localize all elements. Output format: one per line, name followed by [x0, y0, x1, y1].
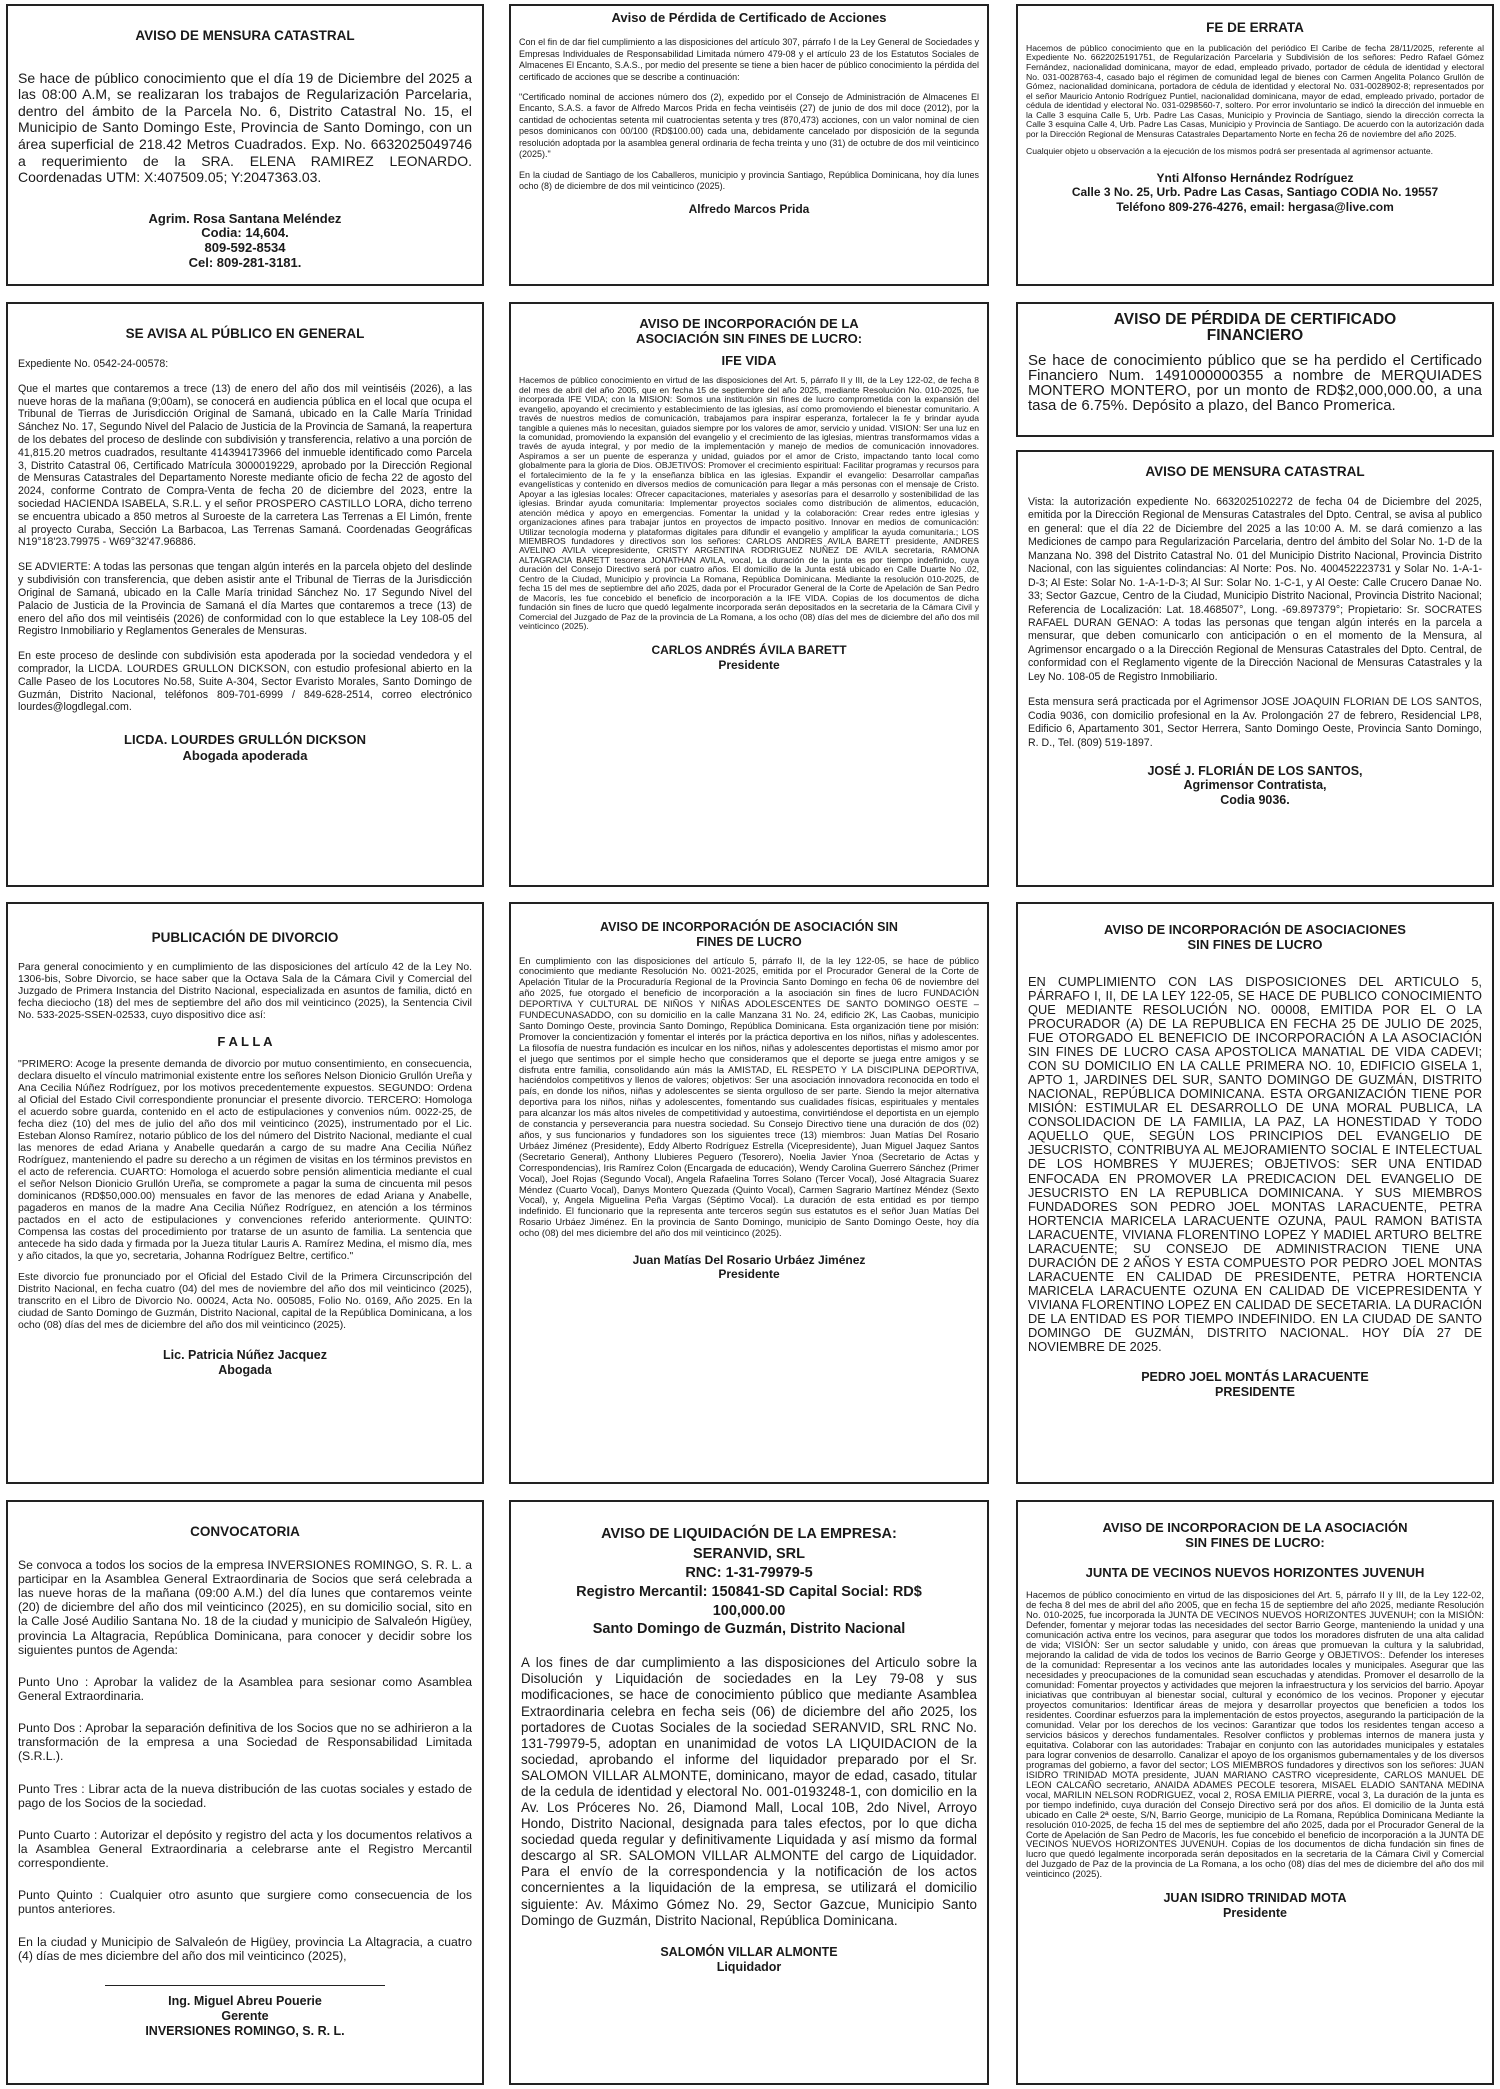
notice-signature: SALOMÓN VILLAR ALMONTE Liquidador: [660, 1944, 838, 1974]
notice-title: AVISO DE INCORPORACION DE LA ASOCIACIÓN SIN FINES DE LUCRO:: [1102, 1520, 1408, 1551]
notice-body: A los fines de dar cumplimiento a las disposiciones del Articulo sobre la Disolución y Liquidación de sociedades en la Ley 79-08 y sus modificaciones, se hace de conocimiento público que mediante Asamblea Extraordinaria celebra en fecha seis (06) de diciembre del año 2025, los portadores de Cuotas Sociales de la sociedad SERANVID, SRL RNC No. 131-79979-5, adoptan en unanimidad de votos LA LIQUIDACION de la sociedad, aprobando el informe del liquidador preparado por el Sr. SALOMON VILLAR ALMONTE, dominicano, mayor de edad, casado, titular de la cedula de identidad y electoral No. 001-0193248-1, con domicilio en la Av. Los Próceres No. 26, Diamond Mall, Local 10B, 2do Nivel, Arroyo Hondo, Distrito Nacional, designada para tales efectos, por lo que dicha sociedad queda regular y definitivamente Liquidada y así mismo da formal descargo al SR. SALOMON VILLAR ALMONTE del cargo de Liquidador. Para el envío de la correspondencia y la notificación de los actos concernientes a la liquidación de la empresa, se utilizará el domicilio siguiente: Av. Máximo Gómez No. 29, Sector Gazcue, Municipio Santo Domingo de Guzmán, Distrito Nacional, República Dominicana.: [521, 1655, 977, 1928]
notice-closing: En la ciudad y Municipio de Salvaleón de Higüey, provincia La Altagracia, a cuatro (4) días de mes diciembre del año dos mil veinticinco (2025),: [18, 1934, 472, 1963]
notice-signature: PEDRO JOEL MONTÁS LARACUENTE PRESIDENTE: [1141, 1370, 1369, 1400]
notice-title: AVISO DE INCORPORACIÓN DE ASOCIACIÓN SIN FINES DE LUCRO: [600, 920, 898, 949]
notice-body: Con el fin de dar fiel cumplimiento a las disposiciones del artículo 307, párrafo I de la Ley General de Sociedades y Empresas Individuales de Responsabilidad Limitada número 479-08 y el artículo 23 de los Estatutos Sociales de Almacenes El Encanto, S.A.S., por medio del presente se tiene a bien hacer de público conocimiento la pérdida del certificado de acciones que se describe a continuación:: [519, 37, 979, 82]
agenda-point: Punto Uno : Aprobar la validez de la Asamblea para sesionar como Asamblea General Extraordinaria.: [18, 1674, 472, 1704]
notice-fundeconasaddo: [509, 902, 989, 1484]
notice-signature: Juan Matías Del Rosario Urbáez Jiménez Presidente: [632, 1253, 866, 1282]
notice-body: Hacemos de público conocimiento en virtud de las disposiciones del Art. 5, párrafo II y III, de la Ley 122-02, de fecha 8 del mes de abril del año 2005, que en fecha 15 de septiembre del año 2025, mediante Resolución No. 010-2025, fue incorporada la JUNTA DE VECINOS NUEVOS HORIZONTES JUVENUH; con la MISIÓN: Defender, fomentar y mejorar todas las necesidades del sector Barrio George, manteniendo la unidad y una comunicación activa entre los vecinos, para asegurar que todos los moradores disfruten de una alta calidad de vida; VISIÓN: Ser un sector saludable y unido, con áreas que promuevan la cultura y la salubridad, mejorando la calidad de vida de todos los vecinos de Barrio George y OBJETIVOS:. Defender los intereses de la comunidad: Representar a los vecinos ante las autoridades locales y municipales. Asegurar que las necesidades y preocupaciones de la comunidad sean escuchadas y atendidas. Promover el desarrollo de la comunidad: Fomentar proyectos y actividades que mejoren la infraestructura y los servicios del barrio. Apoyar iniciativas que contribuyan al bienestar social, cultural y económico de los vecinos. Proponer y ejecutar proyectos comunitarios: Identificar áreas de mejora y desarrollar proyectos que beneficien a todos los residentes. Coordinar esfuerzos para la implementación de estos proyectos, asegurando la participación de la comunidad. Velar por los derechos de los vecinos: Garantizar que todos los residentes tengan acceso a servicios básicos y derechos fundamentales. Resolver conflictos y problemas internos de manera justa y equitativa. Colaborar con las autoridades: Trabajar en conjunto con las autoridades municipales y estatales para lograr convenios de desarrollo. Canalizar el apoyo de los organismos gubernamentales y de los diversos programas del gobierno, a favor del sector; LOS MIEMBROS fundadores y directivos son los señores: JUAN ISIDRO TRINIDAD MOTA presidente, JUAN MARIANO CASTRO vicepresidente, CARLOS MANUEL DE LEON CALCAÑO secretario, ANAIDA ADAMES PECOLE tesorera, MISAEL ELADIO SANTANA MEDINA vocal, MARILIN NELSON RODRIGUEZ, vocal 2, ROSA EMILIA PIERRE, vocal 3, La duración de la junta es por tiempo indefinido, cuya duración del Consejo Directivo será por dos años. El domicilio de la Junta está ubicado en Calle 2ª oeste, S/N, Barrio George, municipio de La Romana, República Dominicana Mediante la resolución 010-2025, de fecha 15 del mes de septiembre del año 2025, dada por el Procurador General de la Corte de Apelación de San Pedro de Macorís, les fue concebido el beneficio de incorporación a la JUNTA DE VECINOS NUEVOS HORIZONTES JUVENUH. Copias de los documentos de dicha fundación sin fines de lucro que quedó legalmente incorporada serán depositados en la secretaria de la Cámara Civil y Comercial del Juzgado de Paz de la provincia de La Romana, a los ocho (08) días del mes de diciembre del año dos mil veinticinco (2025).: [1026, 1589, 1484, 1880]
notice-mensura-catastral-2: [1016, 450, 1494, 887]
notice-body: Este divorcio fue pronunciado por el Oficial del Estado Civil de la Primera Circunscripción del Distrito Nacional, en fecha cuatro (04) del mes de noviembre del año dos mil veinticinco (2025), transcrito en el Libro de Divorcio No. 00024, Acta No. 005085, Folio No. 0169, Año 2025. En la ciudad de Santo Domingo de Guzmán, Distrito Nacional, capital de la República Dominicana, a los ocho (08) días del mes de diciembre del año dos mil veinticinco (2025).: [18, 1272, 472, 1332]
notice-body: En este proceso de deslinde con subdivisión esta apoderada por la sociedad vendedora y el comprador, la LICDA. LOURDES GRULLON DICKSON, con estudio profesional abierto en la Calle Paseo de los Locutores No.58, Suite A-304, Sector Evaristo Morales, Santo Domingo de Guzmán, Distrito Nacional, teléfonos 809-701-6999 / 849-628-2514, correo electrónico lourdes@logdlegal.com.: [18, 650, 472, 714]
notice-body: Se hace de público conocimiento que el día 19 de Diciembre del 2025 a las 08:00 A.M, se realizaran los trabajos de Regularización Parcelaria, dentro del ámbito de la Parcela No. 6, Distrito Catastral No. 15, el Municipio de Santo Domingo Este, Provincia de Santo Domingo, con un área superficial de 218.42 Metros Cuadrados. Exp. No. 6632025049746 a requerimiento de la SRA. ELENA RAMIREZ LEONARDO. Coordenadas UTM: X:407509.05; Y:2047363.03.: [18, 69, 472, 186]
notice-title: AVISO DE INCORPORACIÓN DE LA ASOCIACIÓN SIN FINES DE LUCRO:: [635, 316, 863, 347]
notice-signature: LICDA. LOURDES GRULLÓN DICKSON Abogada apoderada: [124, 732, 366, 763]
notice-body: Hacemos de público conocimiento que en la publicación del periódico El Caribe de fecha 28/11/2025, referente al Expediente No. 6622025191751, de Regularización Parcelaria y Subdivisión de los señores: Pedro Rafael Gómez Fernández, nacionalidad dominicana, mayor de edad, empleado privado, portador de cédula de identidad y electoral No. 031-0028763-4, casado bajo el régimen de comunidad legal de bienes con Carmen Angelita Polanco Grullón de Gómez, nacionalidad dominicana, portadora de cédula de identidad y electoral No. 031-0028902-8; representados por el señor Mauricio Antonio Rodríguez Puntiel, nacionalidad dominicana, mayor de edad, empleado privado, portador de cédula de identidad y electoral No. 031-0298560-7, soltero. Por error involuntario se indicó la dirección del inmueble en la Calle 3 esquina Calle 5, Urb. Padre Las Casas, Municipio y Provincia de Santiago, siendo la dirección correcta la Calle 3 esquina Calle 4, Urb. Padre Las Casas, Municipio y Provincia de Santiago. De acuerdo con la autorización dada por la Dirección Regional de Mensuras Catastrales Departamento Norte en fecha 26 de noviembre del año 2025.: [1026, 42, 1484, 139]
notice-title: AVISO DE MENSURA CATASTRAL: [135, 28, 355, 43]
notice-signature: JOSÉ J. FLORIÁN DE LOS SANTOS, Agrimensor Contratista, Codia 9036.: [1147, 764, 1363, 807]
agenda-point: Punto Tres : Librar acta de la nueva distribución de las cuotas sociales y estado de pago de los Socios de la sociedad.: [18, 1781, 472, 1810]
notice-perdida-certificado-financiero: [1016, 302, 1494, 437]
notice-signature: Ynti Alfonso Hernández Rodríguez Calle 3 No. 25, Urb. Padre Las Casas, Santiago CODIA No. 19557 Teléfono 809-276-4276, email: hergasa@live.com: [1071, 170, 1439, 215]
agenda-point: Punto Quinto : Cualquier otro asunto que surgiere como consecuencia de los puntos anteriores.: [18, 1888, 472, 1917]
notice-falla: F A L L A: [217, 1033, 273, 1049]
notice-body: Para general conocimiento y en cumplimiento de las disposiciones del artículo 42 de la Ley No. 1306-bis, Sobre Divorcio, se hace saber que la Octava Sala de la Cámara Civil y Comercial del Juzgado de Primera Instancia del Distrito Nacional, especializada en asuntos de familia, dictó en fecha dieciocho (18) del mes de septiembre del año dos mil veinticinco (2025), la Sentencia Civil No. 533-2025-SSEN-02533, cuyo dispositivo dice así:: [18, 961, 472, 1021]
notice-body: Que el martes que contaremos a trece (13) de enero del año dos mil veintiséis (2026), a las nueve horas de la mañana (9;00am), se conocerá en audiencia pública en el local que ocupa el Tribunal de Tierras de Jurisdicción Original de Samaná, ubicado en la Calle María Trinidad Sánchez No. 17, Segundo Nivel del Palacio de Justicia de la Provincia de Samaná, la reapertura de los debates del proceso de deslinde con subdivisión y transferencia, relativo a una porción de 41,815.20 metros cuadrados, resultante 414394173966 del inmueble identificado como Parcela 3, Distrito Catastral 06, Certificado Matrícula 3000019229, aprobado por la Dirección Regional de Mensuras Catastrales del Departamento Noreste mediante oficio de fecha 22 de agosto del 2024, conforme Contrato de Compra-Venta de fecha 20 de diciembre del 2023, entre la sociedad HACIENDA ISABELA, S.R.L. y el señor PROSPERO CASTILLO LORA, dicho terreno se encuentra ubicado a 850 metros al Suroeste de la carretera Las Terrenas a El Limón, frente al proyecto Curaba, Sección La Barbacoa, Las Terrenas Samaná. Coordenadas Geográficas N19°18'23.79975 - W69°32'47.96886.: [18, 382, 472, 549]
notice-title: FE DE ERRATA: [1206, 20, 1304, 35]
notice-title: Aviso de Pérdida de Certificado de Acciones: [611, 10, 887, 25]
notice-expediente: Expediente No. 0542-24-00578:: [18, 357, 169, 370]
notice-signature: CARLOS ANDRÉS ÁVILA BARETT Presidente: [651, 643, 847, 672]
notice-signature: Ing. Miguel Abreu Pouerie Gerente INVERSIONES ROMINGO, S. R. L.: [145, 1993, 345, 2038]
notice-subtitle: JUNTA DE VECINOS NUEVOS HORIZONTES JUVENUH: [1085, 1564, 1425, 1580]
notice-body: En cumplimiento con las disposiciones del artículo 5, párrafo II, de la ley 122-05, se hace de público conocimiento que mediante Resolución No. 0021-2025, emitida por el Procurador General de la Corte de Apelación Titular de la Procuraduría Regional de la Provincia Santo Domingo en fecha 06 de noviembre del año 2025, fue otorgado el beneficio de incorporación a la asociación sin fines de lucro FUNDACIÓN DEPORTIVA Y CULTURAL DE NIÑOS Y NIÑAS ADOLESCENTES DE SANTO DOMINGO OESTE – FUNDECUNASADDO, con su domicilio en la calle Manzana 31 No. 24, edificio 2K, Las Caobas, municipio Santo Domingo Oeste, provincia Santo Domingo, República Dominicana. Esta organización tiene por misión: Promover la concientización y fomentar el interés por la práctica deportiva en los niños, niñas y adolescentes. La filosofía de nuestra fundación es inculcar en los niños, niñas y adolescentes deportistas el mismo amor por el juego que sentimos por el simple hecho que consideramos que el deporte se juega entre amigos y se disfruta entre familia, consolidando aún más la AMISTAD, EL RESPETO Y LA DISCIPLINA DEPORTIVA, haciéndolos competitivos y llenos de valores; objetivos: Ser una asociación innovadora reconocida en todo el país, en donde los niños, niñas y adolescentes se sienta orgulloso de ser parte. Siendo la mejor alternativa deportiva para los niños, niñas y adolescentes, fomentando sus cualidades físicas, espirituales y mentales para alcanzar los más altos niveles de competitividad y autoestima, convirtiéndose el deportista en un ejemplo de constancia y perseverancia para nuestra sociedad. Su Consejo Directivo tiene una duración de dos (02) años, y sus funcionarios y fundadores son los siguientes trece (13) miembros: Juan Matías Del Rosario Urbáez Jiménez (Presidente), Eddy Alberto Rodríguez Estrella (Vicepresidente), Juan Miguel Jaquez Santos (Secretario General), Anthony Llubieres Peguero (Tesorero), Noelia Javier Ynoa (Secretario de Actas y Correspondencias), Iris Ramírez Colon (Encargada de educación), Wendy Carolina Guerrero Sánchez (Primer Vocal), Joel Rojas (Segundo Vocal), Angela Rafaelina Torres Solano (Tercer Vocal), José Altagracia Suarez Méndez (Cuarto Vocal), Danys Montero Quezada (Quinto Vocal), Carmen Sagrario Martínez Méndez (Sexto Vocal), y, Angela Miguelina Peña Vargas (Séptimo Vocal). La duración de esta entidad es por tiempo indefinido. El funcionario que la representa ante terceros según sus estatutos es el señor Juan Matías Del Rosario Urbáez Jiménez. En la provincia de Santo Domingo, municipio de Santo Domingo Oeste, hoy día ocho (08) del mes diciembre del año dos mil veinticinco (2025).: [519, 954, 979, 1239]
signature-line: [105, 1985, 385, 1986]
notice-body: En la ciudad de Santiago de los Caballeros, municipio y provincia Santiago, República Dominicana, hoy día lunes ocho (8) de diciembre de dos mil veinticinco (2025).: [519, 169, 979, 191]
notice-mensura-catastral-1: [6, 4, 484, 286]
notice-title: AVISO DE INCORPORACIÓN DE ASOCIACIONES SIN FINES DE LUCRO: [1104, 922, 1406, 953]
notice-se-avisa: [6, 302, 484, 887]
company-info: SERANVID, SRL RNC: 1-31-79979-5 Registro Mercantil: 150841-SD Capital Social: RD$ 100,000.00 Santo Domingo de Guzmán, Distrito Nacional: [576, 1546, 922, 1638]
notice-body: "PRIMERO: Acoge la presente demanda de divorcio por mutuo consentimiento, en consecuencia, declara disuelto el vínculo matrimonial existente entre los señores Nelson Dionicio Grullón Ureña y Ana Cecilia Núñez Rodríguez, por los motivos precedentemente expuestos. SEGUNDO: Ordena al Oficial del Estado Civil correspondiente pronunciar el presente divorcio. TERCERO: Homologa el acuerdo sobre guarda, contenido en el acto de estipulaciones y convenios núm. 0022-25, de fecha diez (10) del mes de julio del año dos mil veinticinco (2025), instrumentado por el Lic. Esteban Alonso Ramírez, notario público de los del número del Distrito Nacional, mediante el cual las menores de edad Ariana y Anabelle quedarán a cargo de su madre Ana Cecilia Núñez Rodríguez, manteniendo el padre su derecho a un régimen de visitas en los términos previstos en el acto de referencia. CUARTO: Homologa el acuerdo sobre pensión alimenticia mediante el cual el señor Nelson Dionicio Grullón Ureña, se compromete a pagar la suma de cincuenta mil pesos dominicanos (RD$50,000.00) mensuales en favor de las menores de edad Ariana y Anabelle, pagaderos en manos de la madre Ana Cecilia Núñez Rodríguez, en atención a los términos pactados en el acto de estipulaciones y convenciones referido anteriormente. QUINTO: Compensa las costas del procedimiento por tratarse de un asunto de familia. La sentencia que antecede ha sido dada y firmada por la Jueza titular Lauris A. Ramírez Medina, el mismo día, mes y año citados, la que yo, secretaria, Johanna Rodríguez Beltre, certifico.": [18, 1059, 472, 1262]
notice-cadevi: [1016, 902, 1494, 1484]
notice-signature: Lic. Patricia Núñez Jacquez Abogada: [163, 1348, 327, 1378]
agenda-point: Punto Cuarto : Autorizar el depósito y registro del acta y los documentos relativos a la Asamblea General Extraordinaria a celebrarse ante el Registro Mercantil correspondiente.: [18, 1827, 472, 1871]
notice-title: CONVOCATORIA: [190, 1524, 300, 1539]
notice-liquidacion: [509, 1500, 989, 2085]
notice-title: AVISO DE PÉRDIDA DE CERTIFICADO FINANCIERO: [1113, 311, 1397, 345]
notice-fe-de-errata: [1016, 4, 1494, 286]
notice-title: AVISO DE LIQUIDACIÓN DE LA EMPRESA:: [601, 1526, 897, 1542]
notice-signature: JUAN ISIDRO TRINIDAD MOTA Presidente: [1163, 1891, 1347, 1921]
notice-body: SE ADVIERTE: A todas las personas que tengan algún interés en la parcela objeto del deslinde y subdivisión con transferencia, que deben asistir ante el Tribunal de Tierras de la Jurisdicción Original de Samaná, ubicado en la Calle María trinidad Sánchez No. 17 Segundo Nivel del Palacio de Justicia de la Provincia de Samaná el día Martes que contaremos a trece (13) de enero del año dos mil veintiséis (2026) de conformidad con lo que establece la Ley 108-05 del Registro Inmobiliario y Reglamentos Generales de Mensuras.: [18, 561, 472, 638]
notice-perdida-acciones: [509, 4, 989, 286]
notice-convocatoria: [6, 1500, 484, 2085]
notice-ife-vida: [509, 302, 989, 887]
notice-body: Se hace de conocimiento público que se ha perdido el Certificado Financiero Num. 1491000000355 a nombre de MERQUIADES MONTERO MONTERO, por un monto de RD$2,000,000.00, a una tasa de 6.75%. Depósito a plazo, del Banco Promerica.: [1028, 351, 1482, 415]
notice-title: SE AVISA AL PÚBLICO EN GENERAL: [125, 326, 365, 341]
notice-body: Hacemos de público conocimiento en virtud de las disposiciones del Art. 5, párrafo II y III, de la Ley 122-02, de fecha 8 del mes de abril del año 2005, que en fecha 15 de septiembre del año 2025, mediante Resolución No. 010-2025, fue incorporada IFE VIDA; con la MISION: Somos una institución sin fines de lucro comprometida con la expansión del evangelio, apoyando el crecimiento y establecimiento de las iglesias, así como promoviendo el bienestar comunitario. A través de nuestros medios de comunicación, trabajamos para inspirar esperanza, fortalecer la fe y brindar ayuda tangible a quienes más lo necesitan, guiados siempre por los valores de amor, servicio y unidad. VISION: Ser una luz en la comunidad, promoviendo la expansión del evangelio y el crecimiento de las iglesias, mientras transformamos vidas a través de ayuda integral, y por medio de la implementación y manejo de medios de comunicación innovadores. Aspiramos a ser un puente de esperanza y unidad, guiados por el amor de Cristo, impactando tanto local como globalmente para la gloria de Dios. OBJETIVOS: Promover el crecimiento espiritual: Facilitar programas y recursos para el fortalecimiento de la fe y la enseñanza bíblica en las iglesias. Expandir el evangelio: Desarrollar campañas evangelísticas y contenido en diversos medios de comunicación para llegar a más personas con el mensaje de Cristo. Apoyar a las iglesias locales: Ofrecer capacitaciones, materiales y asesorías para el desarrollo y sostenibilidad de las iglesias. Brindar ayuda comunitaria: Implementar proyectos sociales como distribución de alimentos, educación, atención médica y apoyo en emergencias. Fomentar la unidad y la colaboración: Crear redes entre iglesias y organizaciones afines para trabajar juntos en proyectos de impacto positivo. Innovar en medios de comunicación: Utilizar tecnología moderna y plataformas digitales para difundir el evangelio y amplificar la ayuda comunitaria.; LOS MIEMBROS fundadores y directivos son los señores: CARLOS ANDRES AVILA BARETT presidente, ANDRES AVELINO AVILA vicepresidente, CRISTY ARGENTINA RODRIGUEZ NUÑEZ DE AVILA secretaria, RAMONA ALTAGRACIA BARETT tesorera JONATHAN AVILA, vocal, La duración de la junta es por tiempo indefinido, cuya duración del Consejo Directivo será por cuatro años. El domicilio de la Junta está ubicado en Calle Duarte No .02, Centro de la Ciudad, Municipio y provincia La Romana, República Dominicana. Mediante la resolución 010-2025, de fecha 15 del mes de septiembre del año 2025, dada por el Procurador General de la Corte de Apelación de San Pedro de Macorís, les fue concebido el beneficio de incorporación a la IFE VIDA. Copias de los documentos de dicha fundación sin fines de lucro que quedó legalmente incorporada serán depositados en la secretaria de la Cámara Civil y Comercial del Juzgado de Paz de la provincia de La Romana, a los ocho (08) días del mes de diciembre del año dos mil veinticinco (2025).: [519, 375, 979, 632]
notice-body: Se convoca a todos los socios de la empresa INVERSIONES ROMINGO, S. R. L. a participar en la Asamblea General Extraordinaria de Socios que será celebrada a las nueve horas de la mañana (09:00 A.M.) del día lunes que contaremos veinte (20) de diciembre del año dos mil veinticinco (2025), en su domicilio social, sito en la Calle José Audilio Santana No. 18 de la ciudad y municipio de Salvaleón Higüey, provincia La Altagracia, República Dominicana, para conocer y decidir sobre los siguientes puntos de Agenda:: [18, 1557, 472, 1657]
notice-subtitle: IFE VIDA: [721, 352, 777, 368]
notice-signature: Agrim. Rosa Santana Meléndez Codia: 14,604. 809-592-8534 Cel: 809-281-3181.: [148, 210, 342, 270]
notice-body: EN CUMPLIMIENTO CON LAS DISPOSICIONES DEL ARTICULO 5, PÁRRAFO I, II, DE LA LEY 122-05, SE HACE DE PUBLICO CONOCIMIENTO QUE MEDIANTE RESOLUCIÓN NO. 00008, EMITIDA POR EL O LA PROCURADOR (A) DE LA REPUBLICA EN FECHA 25 DE JULIO DE 2025, FUE OTORGADO EL BENEFICIO DE INCORPORACIÓN A LA ASOCIACIÓN SIN FINES DE LUCRO CASA APOSTOLICA MANATIAL DE VIDA CADEVI; CON SU DOMICILIO EN LA CALLE PRIMERA NO. 10, EDIFICIO GISELA 1, APTO 1, JARDINES DEL SUR, SANTO DOMINGO DE GUZMÁN, DISTRITO NACIONAL, REPÚBLICA DOMINICANA. ESTA ORGANIZACIÓN TIENE POR MISIÓN: ESTIMULAR EL DESARROLLO DE UNA MORAL PUBLICA, LA CONSOLIDACION DE LA FAMILIA, LA PAZ, LA HONESTIDAD Y TODO AQUELLO QUE, SEGÚN LOS PRINCIPIOS DEL EVANGELIO DE JESUCRISTO, CONTRIBUYA AL MEJORAMIENTO SOCIAL E INTELECTUAL DE LOS HOMBRES Y MUJERES; OBJETIVOS: SER UNA ENTIDAD ENFOCADA EN PROMOVER LA PREDICACION DEL EVANGELIO DE JESUCRISTO EN LA REPUBLICA DOMINICANA. Y SUS MIEMBROS FUNDADORES SON PEDRO JOEL MONTAS LARACUENTE, PETRA HORTENCIA MARICELA LARACUENTE OZUNA, PAUL RAMON BATISTA LARACUENTE, VIVIANA FLORENTINO LOPEZ Y MADIEL ARTURO BELTRE LARACUENTE; SU CONSEJO DE ADMINISTRACION TIENE UNA DURACIÓN DE 2 AÑOS Y ESTA COMPUESTO POR PEDRO JOEL MONTAS LARACUENTE EN CALIDAD DE PRESIDENTE, PETRA HORTENCIA MARICELA LARACUENTE OZUNA EN CALIDAD DE VICEPRESIDENTA Y VIVIANA FLORENTINO LOPEZ EN CALIDAD DE SECETARIA. LA DURACIÓN DE LA ENTIDAD ES POR TIEMPO INDEFINIDO. EN LA CIUDAD DE SANTO DOMINGO DE GUZMÁN, DISTRITO NACIONAL. HOY DÍA 27 DE NOVIEMBRE DE 2025.: [1028, 973, 1482, 1355]
notice-body: Vista: la autorización expediente No. 6632025102272 de fecha 04 de Diciembre del 2025, emitida por la Dirección Regional de Mensuras Catastrales del Dpto. Central, se avisa al publico en general: que el día 22 de Diciembre del 2025 a las 10:00 A. M. se dará comienzo a las Mediciones de campo para Regularización Parcelaria, dentro del ámbito del Solar No. 1-D de la Manzana No. 398 del Distrito Catastral No. 01 del Municipio Distrito Nacional, Provincia Distrito Nacional, con las siguientes colindancias: Al Norte: Pos. No. 400452223731 y Solar No. 1-A-1-D-3; Al Este: Solar No. 1-A-1-D-3; Al Sur: Solar No. 1-C-1, y Al Oeste: Calle Crucero Danae No. 33; Sector Gazcue, Centro de la Ciudad, Municipio Distrito Nacional, Provincia Distrito Nacional; Referencia de Localización: Lat. 18.468507°, Long. -69.897379°; Propietario: Sr. SOCRATES RAFAEL DURAN GENAO: A todas las personas que tengan algún interés en la parcela a mensurar, que deben comunicarlo con anticipación o en el momento de la Mensura, al Agrimensor encargado o a la Dirección Regional de Mensuras Catastrales del Dpto. Central, de conformidad con el Reglamento vigente de la Dirección Nacional de Mensuras Catastrales y la Ley No. 108-05 de Registro Inmobiliario.: [1028, 495, 1482, 683]
notice-body: Esta mensura será practicada por el Agrimensor JOSE JOAQUIN FLORIAN DE LOS SANTOS, Codia 9036, con domicilio profesional en la Av. Prolongación 27 de febrero, Residencial LP8, Edificio 6, Apartamento 301, Sector Herrera, Santo Domingo Oeste, Provincia Santo Domingo, R. D., Tel. (809) 519-1897.: [1028, 696, 1482, 749]
notice-divorcio: [6, 902, 484, 1484]
notice-body: "Certificado nominal de acciones número dos (2), expedido por el Consejo de Administración de Almacenes El Encanto, S.A.S. a favor de Alfredo Marcos Prida en fecha veintiséis (27) de junio de dos mil doce (2012), por la cantidad de ochocientas setenta mil cuatrocientas setenta y tres (870,473) acciones, con un valor nominal de cien pesos dominicanos con 00/100 (RD$100.00) cada una, debidamente cancelado por disposición de la segunda resolución adoptada por la asamblea general ordinaria de fecha treinta y uno (31) de octubre de dos mil veinticinco (2025).": [519, 92, 979, 160]
agenda-point: Punto Dos : Aprobar la separación definitiva de los Socios que no se adhirieron a la transformación de la empresa a una Sociedad de Responsabilidad Limitada (S.R.L.).: [18, 1721, 472, 1764]
notice-title: AVISO DE MENSURA CATASTRAL: [1145, 464, 1365, 479]
notice-juvenuh: [1016, 1500, 1494, 2085]
notice-signature: Alfredo Marcos Prida: [688, 202, 810, 217]
notice-body: Cualquier objeto u observación a la ejecución de los mismos podrá ser presentada al agrimensor actuante.: [1026, 146, 1434, 157]
notice-title: PUBLICACIÓN DE DIVORCIO: [151, 930, 339, 945]
